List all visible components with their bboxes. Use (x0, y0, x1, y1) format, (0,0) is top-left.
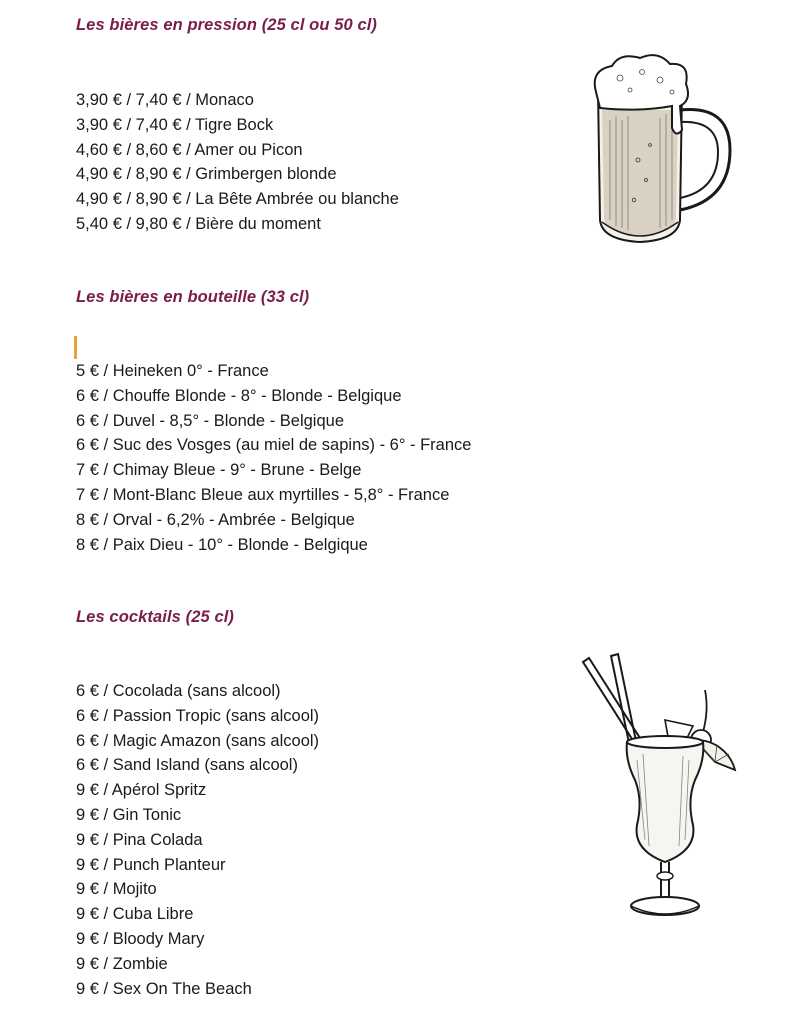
list-item: 6 € / Magic Amazon (sans alcool) (76, 731, 320, 750)
bottled-beer-list (76, 359, 471, 557)
list-item: 5 € / Heineken 0° - France (76, 362, 269, 380)
list-item: 6 € / Suc des Vosges (au miel de sapins) - 6° - France (76, 436, 472, 455)
list-item: 9 € / Pina Colada (76, 830, 203, 849)
list-item: 9 € / Gin Tonic (76, 805, 182, 824)
list-item: 9 € / Cuba Libre (76, 905, 194, 924)
section-title-cocktails: Les cocktails (25 cl) (76, 608, 235, 626)
list-item: 7 € / Mont-Blanc Bleue aux myrtilles - 5,8° - France (76, 485, 450, 504)
list-item: 9 € / Apérol Spritz (76, 781, 207, 800)
draught-beer-list (76, 88, 399, 237)
list-item: 9 € / Punch Planteur (76, 855, 226, 874)
list-item: 6 € / Cocolada (sans alcool) (76, 682, 281, 700)
list-item: 6 € / Duvel - 8,5° - Blonde - Belgique (76, 411, 344, 430)
list-item: 6 € / Sand Island (sans alcool) (76, 756, 298, 775)
list-item: 3,90 € / 7,40 € / Tigre Bock (76, 115, 274, 134)
list-item: 5,40 € / 9,80 € / Bière du moment (76, 214, 321, 233)
list-item: 3,90 € / 7,40 € / Monaco (76, 91, 254, 109)
list-item: 6 € / Passion Tropic (sans alcool) (76, 706, 320, 725)
list-item: 4,90 € / 8,90 € / Grimbergen blonde (76, 165, 337, 184)
section-title-draught-beers: Les bières en pression (25 cl ou 50 cl) (76, 16, 378, 34)
beer-mug-icon (580, 50, 740, 250)
cocktail-glass-icon (575, 650, 755, 930)
list-item: 6 € / Chouffe Blonde - 8° - Blonde - Belgique (76, 386, 402, 405)
list-item: 9 € / Zombie (76, 954, 168, 973)
list-item: 9 € / Mojito (76, 880, 157, 899)
list-item: 8 € / Orval - 6,2% - Ambrée - Belgique (76, 510, 355, 529)
list-item: 4,60 € / 8,60 € / Amer ou Picon (76, 140, 303, 159)
section-title-bottled-beers: Les bières en bouteille (33 cl) (76, 288, 310, 306)
list-item: 8 € / Paix Dieu - 10° - Blonde - Belgique (76, 535, 368, 554)
list-item: 9 € / Bloody Mary (76, 929, 205, 948)
list-item: 7 € / Chimay Bleue - 9° - Brune - Belge (76, 461, 362, 480)
list-item: 9 € / Sex On The Beach (76, 979, 252, 998)
text-cursor (74, 336, 77, 359)
cocktail-list (76, 679, 319, 1001)
list-item: 4,90 € / 8,90 € / La Bête Ambrée ou blanche (76, 190, 399, 209)
